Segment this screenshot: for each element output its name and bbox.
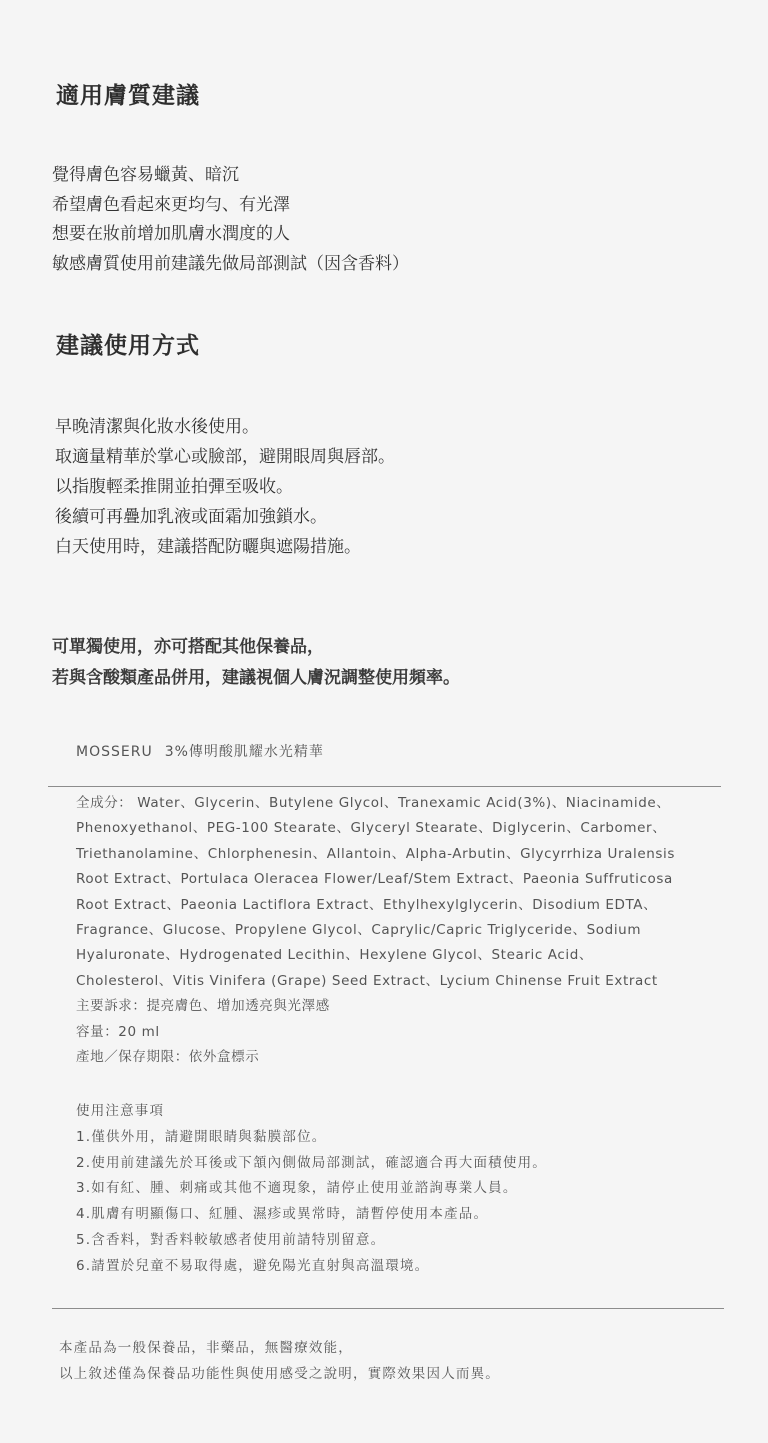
caution-item: 3.如有紅、腫、刺痛或其他不適現象，請停止使用並諮詢專業人員。: [76, 1180, 518, 1197]
caution-item: 5.含香料，對香料較敏感者使用前請特別留意。: [76, 1231, 386, 1248]
divider-bottom: [52, 1308, 724, 1309]
combination-note-line: 若與含酸類產品併用，建議視個人膚況調整使用頻率。: [52, 667, 460, 688]
disclaimer: [59, 1335, 500, 1387]
product-title: [76, 741, 324, 761]
suitable-skin-item: 覺得膚色容易蠟黃、暗沉: [52, 165, 239, 185]
volume: 容量：20 ml: [76, 1023, 160, 1040]
suitable-skin-item: 希望膚色看起來更均勻、有光澤: [52, 194, 290, 215]
caution-item: 2.使用前建議先於耳後或下頷內側做局部測試，確認適合再大面積使用。: [76, 1154, 547, 1171]
ingredients-line: Triethanolamine、Chlorphenesin、Allantoin、Alpha-Arbutin、Glycyrrhiza Uralensis: [76, 845, 675, 862]
cautions-list: [76, 1099, 547, 1280]
usage-step: 以指腹輕柔推開並拍彈至吸收。: [55, 477, 293, 497]
usage-step: 取適量精華於掌心或臉部，避開眼周與唇部。: [55, 447, 395, 467]
suitable-skin-item: 想要在妝前增加肌膚水潤度的人: [52, 224, 290, 244]
product-name: 3%傳明酸肌耀水光精華: [164, 744, 324, 760]
divider-top: [48, 786, 721, 787]
suitable-skin-list: [52, 161, 409, 279]
usage-step: 後續可再疊加乳液或面霜加強鎖水。: [55, 507, 327, 527]
caution-item: 1.僅供外用，請避開眼睛與黏膜部位。: [76, 1128, 327, 1145]
disclaimer-line: 以上敘述僅為保養品功能性與使用感受之說明，實際效果因人而異。: [59, 1366, 500, 1382]
disclaimer-line: 本產品為一般保養品，非藥品，無醫療效能，: [59, 1340, 353, 1356]
ingredients-line: Phenoxyethanol、PEG-100 Stearate、Glyceryl Stearate、Diglycerin、Carbomer、: [76, 820, 667, 837]
ingredients-line: Fragrance、Glucose、Propylene Glycol、Caprylic/Capric Triglyceride、Sodium: [76, 922, 642, 939]
combination-note-line: 可單獨使用，亦可搭配其他保養品，: [52, 637, 324, 657]
suitable-skin-item: 敏感膚質使用前建議先做局部測試（因含香料）: [52, 253, 409, 274]
ingredients-line: Hyaluronate、Hydrogenated Lecithin、Hexylene Glycol、Stearic Acid、: [76, 947, 594, 964]
main-claims: 主要訴求：提亮膚色、增加透亮與光澤感: [76, 998, 330, 1015]
usage-heading: 建議使用方式: [56, 333, 200, 359]
usage-steps-list: [55, 412, 395, 562]
combination-note: [52, 632, 460, 693]
caution-item: 4.肌膚有明顯傷口、紅腫、濕疹或異常時，請暫停使用本產品。: [76, 1206, 489, 1223]
ingredients-line: Root Extract、Paeonia Lactiflora Extract、Ethylhexylglycerin、Disodium EDTA、: [76, 896, 658, 913]
cautions-heading: 使用注意事項: [76, 1103, 165, 1119]
origin-expiry: 產地／保存期限：依外盒標示: [76, 1049, 260, 1066]
ingredients-line: Root Extract、Portulaca Oleracea Flower/Leaf/Stem Extract、Paeonia Suffruticosa: [76, 871, 673, 888]
ingredients-line: Cholesterol、Vitis Vinifera (Grape) Seed Extract、Lycium Chinense Fruit Extract: [76, 972, 658, 989]
usage-step: 白天使用時，建議搭配防曬與遮陽措施。: [55, 537, 361, 557]
ingredients-line: 全成分： Water、Glycerin、Butylene Glycol、Tranexamic Acid(3%)、Niacinamide、: [76, 795, 671, 811]
usage-step: 早晚清潔與化妝水後使用。: [55, 417, 259, 437]
ingredients-block: [76, 791, 711, 1070]
suitable-skin-heading: 適用膚質建議: [56, 83, 200, 109]
brand-name: MOSSERU: [76, 744, 153, 760]
caution-item: 6.請置於兒童不易取得處，避免陽光直射與高溫環境。: [76, 1257, 430, 1274]
